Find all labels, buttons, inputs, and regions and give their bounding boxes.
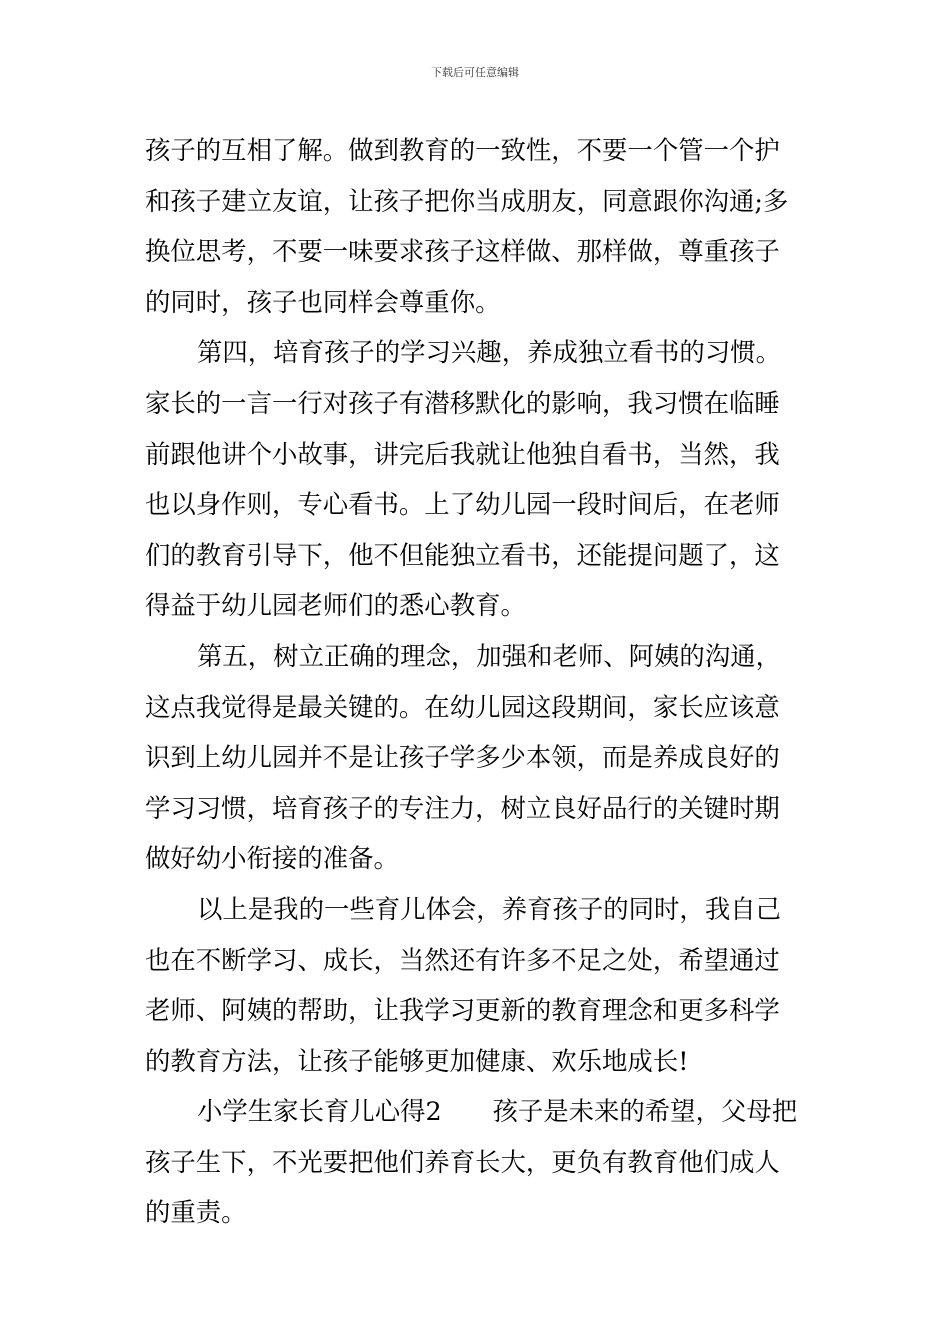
text-line: 这点我觉得是最关键的。在幼儿园这段期间，家长应该意	[145, 691, 780, 722]
text-line: 的同时，孩子也同样会尊重你。	[145, 286, 501, 317]
paragraph-start-line: 小学生家长育儿心得2 孩子是未来的希望，父母把	[197, 1096, 798, 1127]
paragraph-start-line: 以上是我的一些育儿体会，养育孩子的同时，我自己	[197, 893, 781, 924]
text-line: 老师、阿姨的帮助，让我学习更新的教育理念和更多科学	[145, 995, 780, 1026]
text-line: 做好幼小衔接的准备。	[145, 843, 399, 874]
text-line: 孩子的互相了解。做到教育的一致性，不要一个管一个护	[145, 135, 780, 165]
text-line: 孩子生下，不光要把他们养育长大，更负有教育他们成人	[145, 1146, 780, 1177]
text-line: 们的教育引导下，他不但能独立看书，还能提问题了，这	[145, 539, 780, 570]
paragraph-start-line: 第五，树立正确的理念，加强和老师、阿姨的沟通，	[197, 640, 781, 671]
text-line: 的重责。	[145, 1197, 247, 1228]
text-line: 的教育方法，让孩子能够更加健康、欢乐地成长!	[145, 1045, 689, 1076]
text-line: 前跟他讲个小故事，讲完后我就让他独自看书，当然，我	[145, 438, 780, 469]
text-line: 也以身作则，专心看书。上了幼儿园一段时间后，在老师	[145, 489, 780, 520]
text-line: 得益于幼儿园老师们的悉心教育。	[145, 590, 526, 621]
text-line: 识到上幼儿园并不是让孩子学多少本领，而是养成良好的	[145, 742, 780, 773]
paragraph-start-line: 第四，培育孩子的学习兴趣，养成独立看书的习惯。	[197, 337, 781, 368]
text-line: 也在不断学习、成长，当然还有许多不足之处，希望通过	[145, 944, 780, 975]
text-line: 换位思考，不要一味要求孩子这样做、那样做，尊重孩子	[145, 236, 780, 267]
document-body	[145, 125, 810, 1238]
text-line: 学习习惯，培育孩子的专注力，树立良好品行的关键时期	[145, 792, 780, 823]
text-line: 和孩子建立友谊，让孩子把你当成朋友，同意跟你沟通;多	[145, 185, 789, 216]
text-line: 家长的一言一行对孩子有潜移默化的影响，我习惯在临睡	[145, 387, 780, 418]
page-header: 下载后可任意编辑	[431, 66, 519, 79]
